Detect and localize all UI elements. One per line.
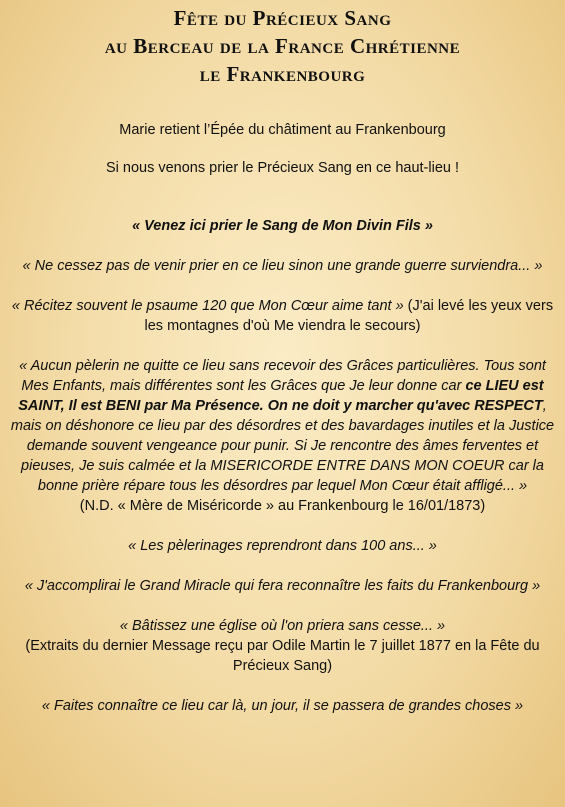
pilgrim-text-1: « Aucun pèlerin ne quitte ce lieu sans recevoir des Grâces particulières. Tous sont Mes Enfants, mais différentes sont les Grâces que Je leur donne car	[19, 358, 546, 394]
page-title	[0, 4, 565, 88]
title-line-3: le Frankenbourg	[199, 62, 366, 86]
pilgrim-bold-text: ce LIEU est SAINT, Il est BENI par Ma Présence. On ne doit y marcher qu'avec RESPECT	[18, 378, 544, 414]
title-line-1: Fête du Précieux Sang	[173, 6, 392, 30]
pilgrim-paragraph	[10, 356, 555, 496]
miracle-quote: « J'accomplirai le Grand Miracle qui fera reconnaître les faits du Frankenbourg »	[24, 578, 541, 594]
psalm-paragraph	[10, 296, 555, 336]
main-quote: « Venez ici prier le Sang de Mon Divin Fils »	[132, 218, 433, 234]
intro-line-2: Si nous venons prier le Précieux Sang en ce haut-lieu !	[105, 160, 460, 176]
pilgrimages-quote: « Les pèlerinages reprendront dans 100 ans... »	[128, 538, 437, 554]
church-quote: « Bâtissez une église où l'on priera sans cesse... »	[119, 618, 446, 634]
pilgrim-text-2: , mais on déshonore ce lieu par des désordres et des bavardages inutiles et la Justice demande souvent vengeance pour punir. Si Je rencontre des âmes ferventes et pieuses, Je suis calmée et la MISERICORDE ENTRE DANS MON COEUR car la bonne prière répare tous les désordres par lequel Mon Cœur était affligé... »	[10, 398, 555, 494]
final-quote: « Faites connaître ce lieu car là, un jour, il se passera de grandes choses »	[41, 698, 524, 714]
war-quote: « Ne cessez pas de venir prier en ce lieu sinon une grande guerre surviendra... »	[22, 258, 543, 274]
title-line-2: au Berceau de la France Chrétienne	[104, 34, 461, 58]
psalm-quote: « Récitez souvent le psaume 120 que Mon Cœur aime tant »	[11, 298, 404, 314]
pilgrim-source: (N.D. « Mère de Miséricorde » au Frankenbourg le 16/01/1873)	[79, 498, 486, 514]
document-body	[0, 120, 565, 716]
intro-line-1: Marie retient l’Épée du châtiment au Frankenbourg	[119, 122, 446, 138]
psalm-note: (J'ai levé les yeux vers les montagnes d'où Me viendra le secours)	[144, 298, 554, 334]
church-source: (Extraits du dernier Message reçu par Odile Martin le 7 juillet 1877 en la Fête du Précieux Sang)	[25, 638, 540, 674]
